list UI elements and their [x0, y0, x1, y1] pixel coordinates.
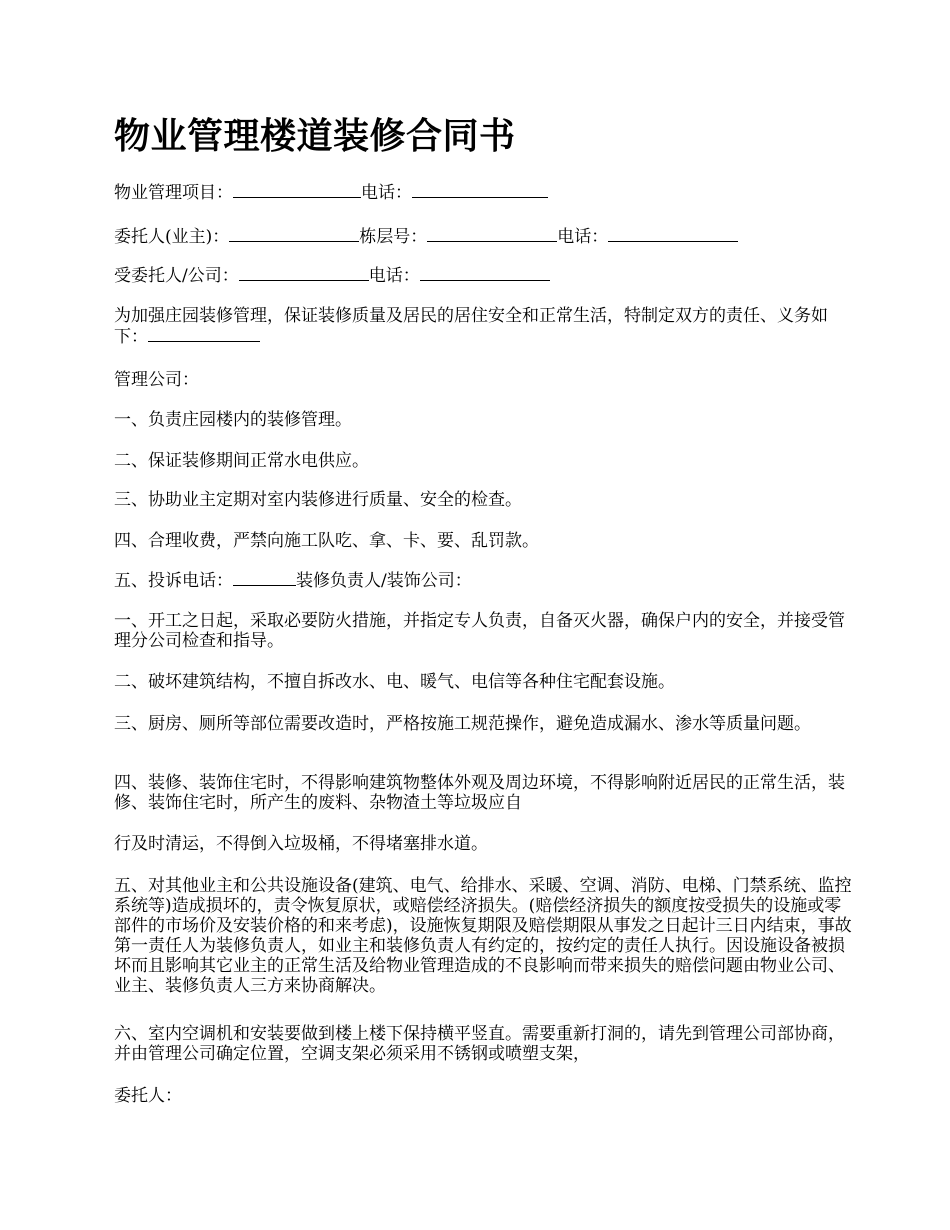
contractor-item: 六、室内空调机和安装要做到楼上楼下保持横平竖直。需要重新打洞的，请先到管理公司部协商，并由管理公司确定位置，空调支架必须采用不锈钢或喷塑支架，	[114, 1024, 845, 1064]
contractor-item: 五、对其他业主和公共设施设备(建筑、电气、给排水、采暖、空调、消防、电梯、门禁系统、监控系统等)造成损坏的，责令恢复原状，或赔偿经济损失。(赔偿经济损失的额度按受损失的设施或零部件的市场价及安装价格的和来考虑)，设施恢复期限及赔偿期限从事发之日起计三日内结束，事故第一责任人为装修负责人，如业主和装修负责人有约定的，按约定的责任人执行。因设施设备被损坏而且影响其它业主的正常生活及给物业管理造成的不良影响而带来损失的赔偿问题由物业公司、业主、装修负责人三方来协商解决。	[114, 876, 852, 996]
phone-blank-3	[420, 265, 550, 281]
intro-paragraph	[114, 306, 854, 347]
client-blank	[229, 226, 359, 242]
management-item: 一、负责庄园楼内的装修管理。	[114, 410, 352, 430]
contractor-item: 三、厨房、厕所等部位需要改造时，严格按施工规范操作，避免造成漏水、渗水等质量问题。	[114, 714, 811, 734]
client-label: 委托人(业主)：	[114, 227, 230, 247]
client-line	[114, 226, 854, 247]
building-label: 栋层号：	[359, 227, 428, 247]
management-item: 三、协助业主定期对室内装修进行质量、安全的检查。	[114, 490, 522, 510]
phone-label-3: 电话：	[368, 266, 420, 286]
intro-text: 为加强庄园装修管理，保证装修质量及居民的居住安全和正常生活，特制定双方的责任、义务如下：	[114, 306, 828, 347]
phone-blank-1	[412, 182, 548, 198]
contractor-label: 受委托人/公司：	[114, 266, 239, 286]
phone-label-1: 电话：	[361, 183, 412, 203]
document-title: 物业管理楼道装修合同书	[114, 115, 516, 157]
complaint-label: 五、投诉电话：	[114, 571, 233, 591]
phone-blank-2	[608, 226, 738, 242]
project-line	[114, 182, 854, 203]
contractor-item: 四、装修、装饰住宅时，不得影响建筑物整体外观及周边环境，不得影响附近居民的正常生活，装修、装饰住宅时，所产生的废料、杂物渣土等垃圾应自	[114, 773, 845, 813]
contractor-blank	[239, 265, 369, 281]
project-blank	[233, 182, 361, 198]
intro-blank	[148, 326, 260, 342]
management-heading: 管理公司：	[114, 370, 199, 390]
complaint-line	[114, 570, 854, 591]
management-item: 四、合理收费，严禁向施工队吃、拿、卡、要、乱罚款。	[114, 531, 539, 551]
signature-label: 委托人：	[114, 1086, 182, 1106]
management-item: 二、保证装修期间正常水电供应。	[114, 451, 369, 471]
contractor-item-continued: 行及时清运，不得倒入垃圾桶，不得堵塞排水道。	[114, 834, 488, 854]
contractor-item: 一、开工之日起，采取必要防火措施，并指定专人负责，自备灭火器，确保户内的安全，并接受管理分公司检查和指导。	[114, 611, 845, 651]
contractor-line	[114, 265, 854, 286]
complaint-blank	[233, 570, 296, 586]
contractor-item: 二、破坏建筑结构，不擅自拆改水、电、暖气、电信等各种住宅配套设施。	[114, 672, 675, 692]
project-label: 物业管理项目：	[114, 183, 233, 203]
phone-label-2: 电话：	[557, 227, 609, 247]
building-blank	[427, 226, 557, 242]
complaint-after: 装修负责人/装饰公司：	[296, 571, 472, 591]
